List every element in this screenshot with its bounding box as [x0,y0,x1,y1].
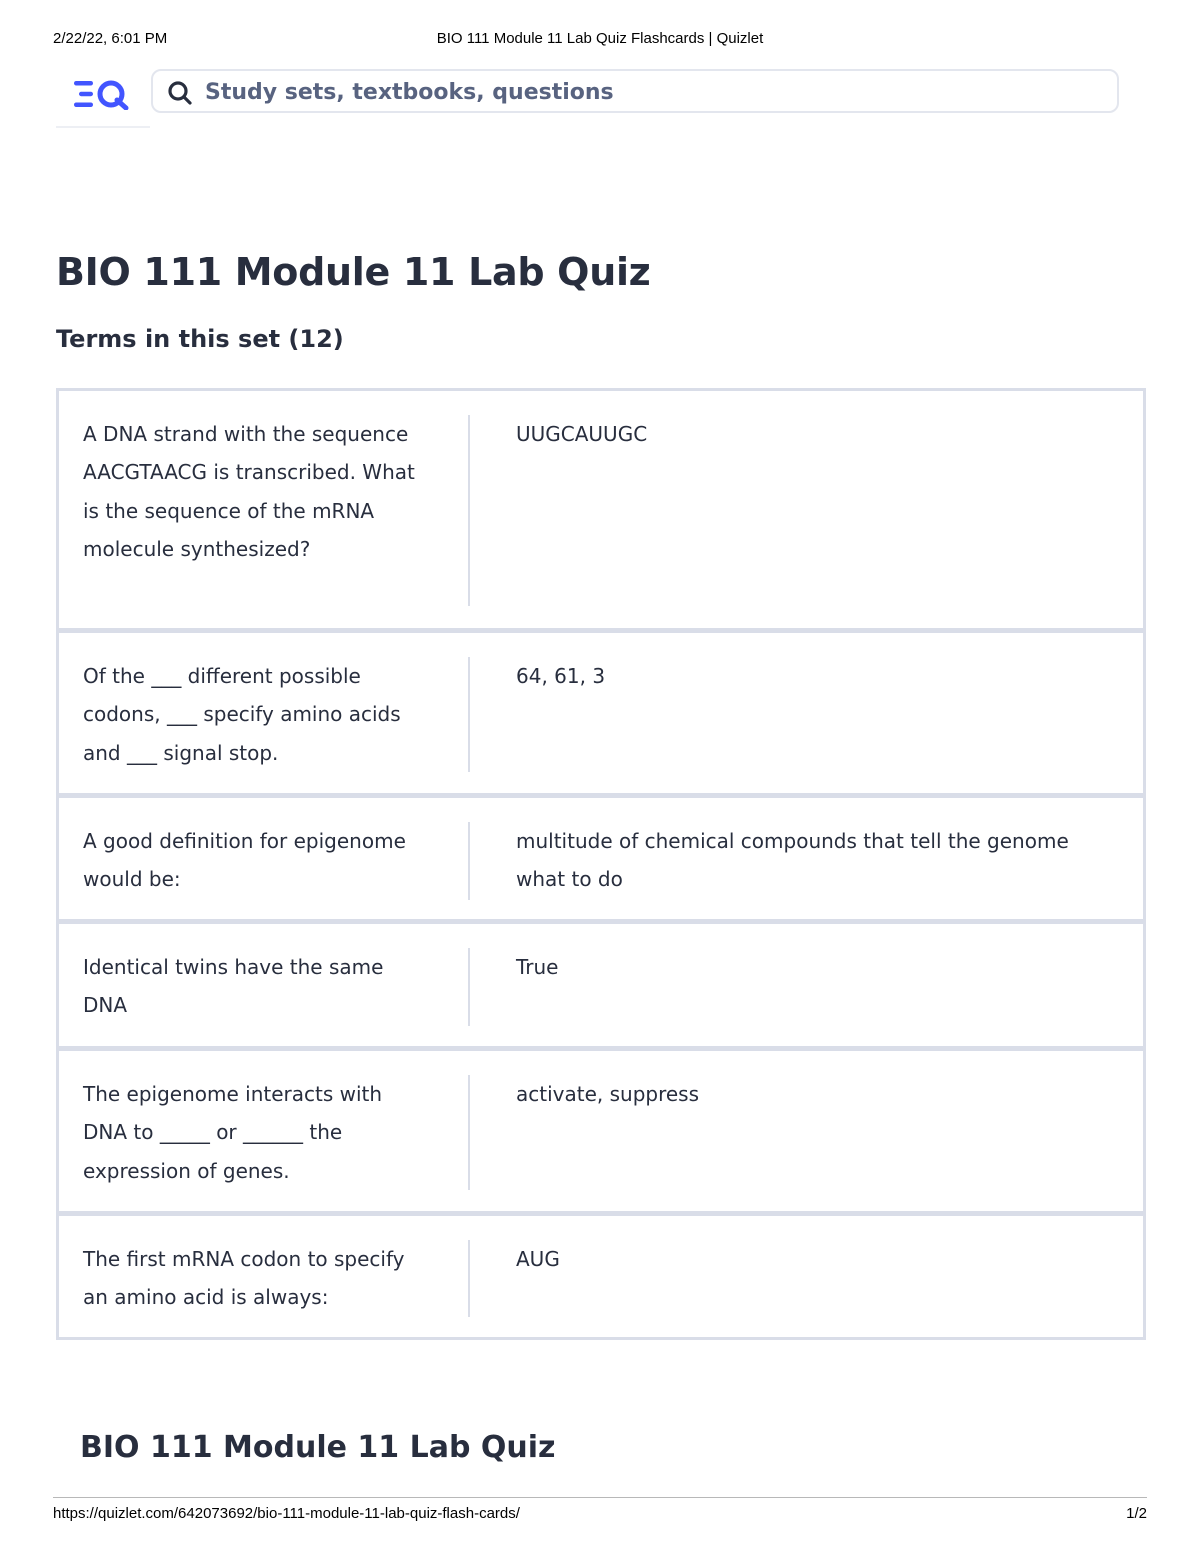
card-divider [468,657,470,772]
page-title: BIO 111 Module 11 Lab Quiz [56,250,651,294]
flashcard [56,921,1146,1049]
search-icon [167,80,193,106]
card-term: Of the ___ different possible codons, ___ specify amino acids and ___ signal stop. [83,664,401,765]
card-definition: UUGCAUUGC [516,422,648,446]
print-header [0,30,1200,50]
card-definition: 64, 61, 3 [516,664,606,688]
quizlet-logo-icon[interactable] [72,78,130,110]
print-url: https://quizlet.com/642073692/bio-111-module-11-lab-quiz-flash-cards/ [53,1505,520,1522]
flashcard [56,1213,1146,1340]
card-divider [468,948,470,1026]
card-term: Identical twins have the same DNA [83,955,384,1018]
card-definition: AUG [516,1247,560,1271]
card-definition: activate, suppress [516,1082,700,1106]
print-datetime: 2/22/22, 6:01 PM [53,30,168,47]
footer-rule [53,1497,1147,1498]
flashcard [56,630,1146,796]
print-document-title: BIO 111 Module 11 Lab Quiz Flashcards | Quizlet [436,30,764,47]
flashcard-list [56,388,1146,1340]
card-divider [468,822,470,900]
card-definition: True [516,955,559,979]
search-bar[interactable] [151,69,1119,113]
card-term: A DNA strand with the sequence AACGTAACG is transcribed. What is the sequence of the mRNA molecule synthesized? [83,422,415,562]
card-divider [468,415,470,606]
card-term: The first mRNA codon to specify an amino acid is always: [83,1247,405,1310]
card-divider [468,1075,470,1190]
set-title-bottom: BIO 111 Module 11 Lab Quiz [80,1430,556,1465]
card-divider [468,1240,470,1317]
page-indicator: 1/2 [1126,1505,1147,1522]
flashcard [56,388,1146,631]
flashcard [56,1048,1146,1214]
card-definition: multitude of chemical compounds that tell the genome what to do [516,829,1069,892]
card-term: The epigenome interacts with DNA to _____ or ______ the expression of genes. [83,1082,383,1183]
card-term: A good definition for epigenome would be: [83,829,406,892]
flashcard [56,795,1146,922]
logo-underline [56,126,150,128]
search-input[interactable] [205,77,1085,107]
terms-heading: Terms in this set (12) [56,325,344,353]
